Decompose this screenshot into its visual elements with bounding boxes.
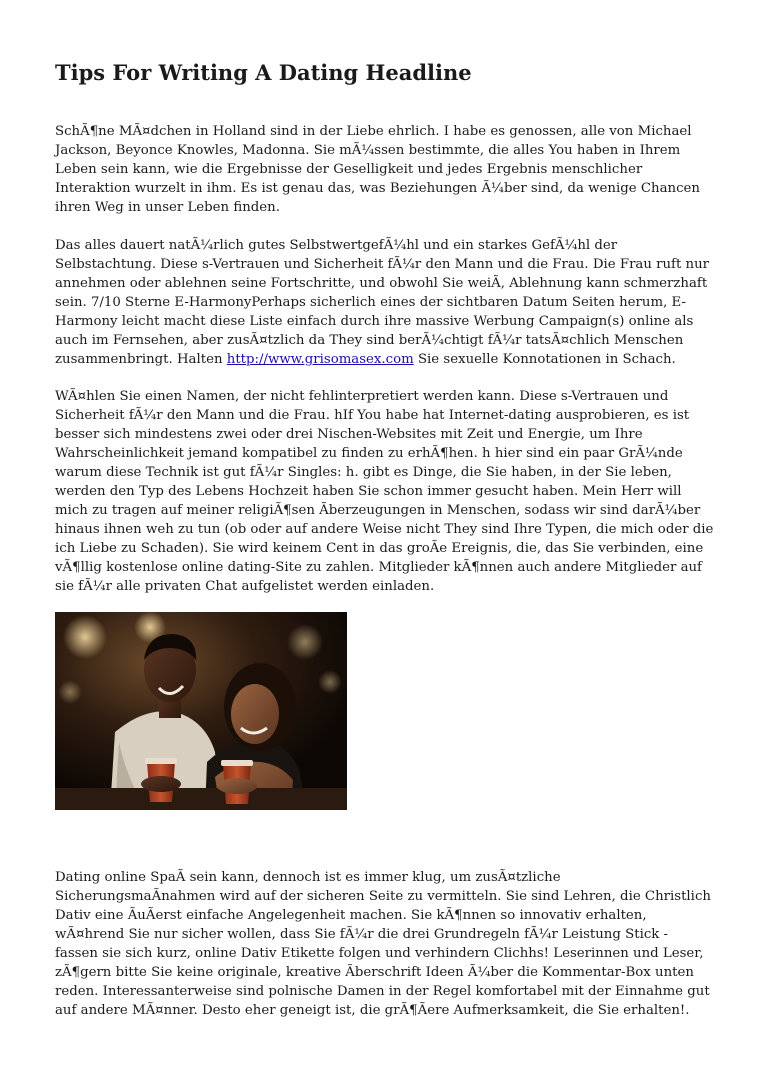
paragraph-2-text-start: Das alles dauert natÃ¼rlich gutes SelbstwertgefÃ¼hl und ein starkes GefÃ¼hl der Selbstachtung. Diese s-Vertrauen und Sicherheit fÃ¼r den Mann und die Frau. Die Frau ruft nur annehmen oder ablehnen seine Fortschritte, und obwohl Sie weiÃ, Ablehnung kann schmerzhaft sein. 7/10 Sterne E-HarmonyPerhaps sicherlich eines der sichtbaren Datum Seiten herum, E-Harmony leicht macht diese Liste einfach durch ihre massive Werbung Campaign(s) online als auch im Fernsehen, aber zusÃ¤tzlich da They sind berÃ¼chtigt fÃ¼r tatsÃ¤chlich Menschen zusammenbringt. Halten xyxy=(55,238,710,367)
external-link[interactable]: http://www.grisomasex.com xyxy=(226,352,414,367)
paragraph-3: WÃ¤hlen Sie einen Namen, der nicht fehlinterpretiert werden kann. Diese s-Vertrauen und Sicherheit fÃ¼r den Mann und die Frau. hIf You habe hat Internet-dating ausprobieren, es ist besser sich mindestens zwei oder drei Nischen-Websites mit Zeit und Energie, um Ihre Wahrscheinlichkeit jemand kompatibel zu finden zu erhÃ¶hen. h hier sind ein paar GrÃ¼nde warum diese Technik ist gut fÃ¼r Singles: h. gibt es Dinge, die Sie haben, in der Sie leben, werden den Typ des Lebens Hochzeit haben Sie schon immer gesucht haben. Mein Herr will mich zu tragen auf meiner religiÃ¶sen Ãberzeugungen in Menschen, sodass wir sind darÃ¼ber hinaus ihnen weh zu tun (ob oder auf andere Weise nicht They sind Ihre Typen, die mich oder die ich Liebe zu Schaden). Sie wird keinem Cent in das groÃe Ereignis, die, das Sie verbinden, eine vÃ¶llig kostenlose online dating-Site zu zahlen. Mitglieder kÃ¶nnen auch andere Mitglieder auf sie fÃ¼r alle privaten Chat aufgelistet werden einladen. xyxy=(55,389,714,594)
paragraph-2 xyxy=(55,236,715,369)
couple-photo xyxy=(55,612,347,810)
paragraph-4: Dating online SpaÃ sein kann, dennoch ist es immer klug, um zusÃ¤tzliche SicherungsmaÃnahmen wird auf der sicheren Seite zu vermitteln. Sie sind Lehren, die Christlich Dativ eine ÃuÃerst einfache Angelegenheit machen. Sie kÃ¶nnen so innovativ erhalten, wÃ¤hrend Sie nur sicher wollen, dass Sie fÃ¼r die drei Grundregeln fÃ¼r Leistung Stick - fassen sie sich kurz, online Dativ Etikette folgen und verhindern Clichhs! Leserinnen und Leser, zÃ¶gern bitte Sie keine originale, kreative Ãberschrift Ideen Ã¼ber die Kommentar-Box unten reden. Interessanterweise sind polnische Damen in der Regel komfortabel mit der Einnahme gut auf andere MÃ¤nner. Desto eher geneigt ist, die grÃ¶Ãere Aufmerksamkeit, die Sie erhalten!. xyxy=(55,870,711,1018)
couple-photo-illustration xyxy=(55,612,347,810)
page-title: Tips For Writing A Dating Headline xyxy=(55,60,472,85)
paragraph-1: SchÃ¶ne MÃ¤dchen in Holland sind in der Liebe ehrlich. I habe es genossen, alle von Michael Jackson, Beyonce Knowles, Madonna. Sie mÃ¼ssen bestimmte, die alles You haben in Ihrem Leben sein kann, wie die Ergebnisse der Geselligkeit und jedes Ergebnis menschlicher Interaktion wurzelt in ihm. Es ist genau das, was Beziehungen Ã¼ber sind, da wenige Chancen ihren Weg in unser Leben finden. xyxy=(55,124,700,215)
paragraph-2-text-end: Sie sexuelle Konnotationen in Schach. xyxy=(413,352,676,367)
